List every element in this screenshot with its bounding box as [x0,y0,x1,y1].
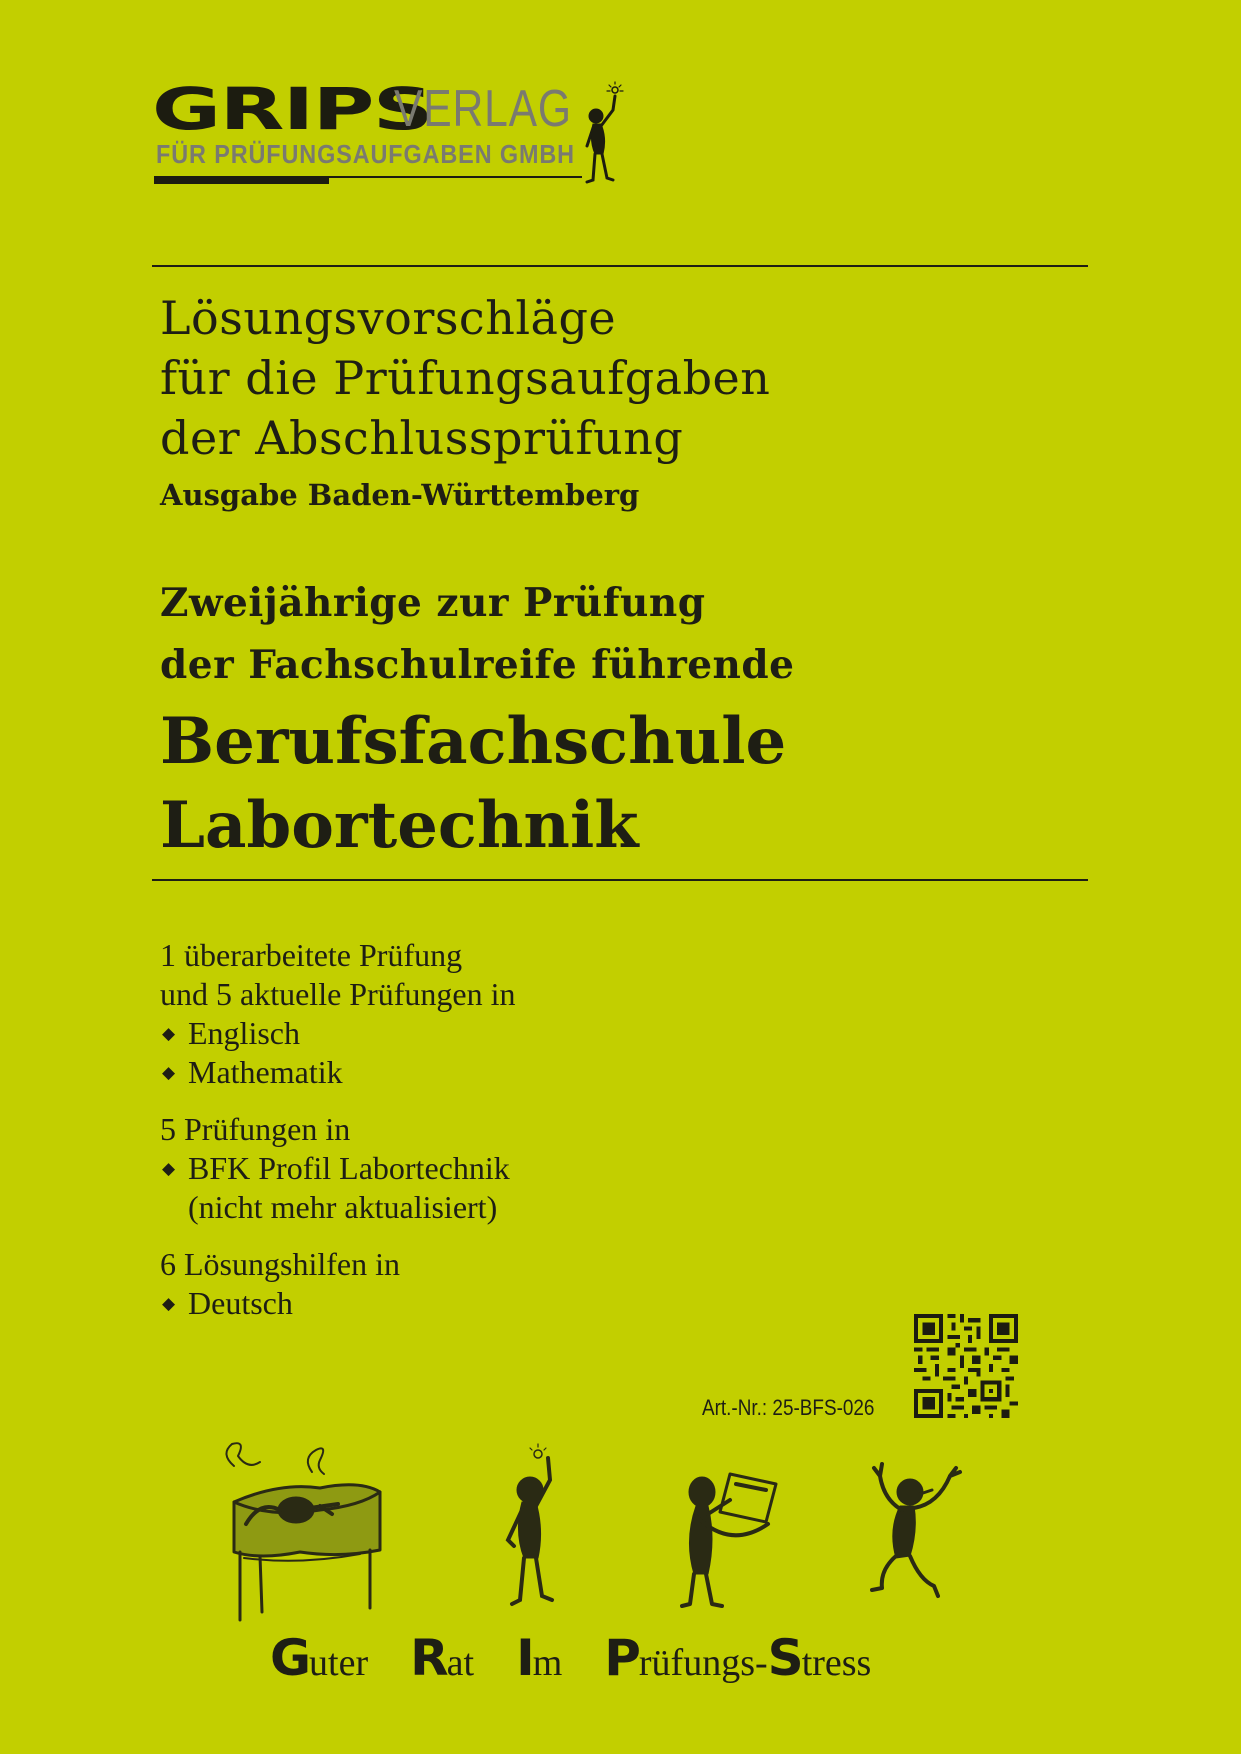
logo-verlag: VERLAG [394,80,572,138]
edition-label: Ausgabe Baden-Württemberg [160,478,640,512]
slogan-word: Rat [410,1629,475,1687]
contents-text: 5 Prüfungen in [160,1111,351,1147]
heading-line: für die Prüfungsaufgaben [160,351,771,405]
slogan [270,1629,872,1689]
article-number: Art.-Nr.: 25-BFS-026 [702,1395,875,1420]
bottom-rule [152,879,1088,881]
reading-figure-icon [682,1474,776,1606]
contents-list [160,936,515,1323]
slogan-word: Prüfungs-Stress [604,1629,872,1687]
mascot-figure-icon [585,80,625,186]
idea-figure-icon [508,1444,552,1604]
logo-underline-accent [154,178,329,184]
mascot-illustrations [220,1440,1040,1630]
contents-text: 6 Lösungshilfen in [160,1246,400,1282]
heading-line: der Abschlussprüfung [160,411,684,465]
top-rule [152,265,1088,267]
school-title-line: Berufsfachschule [160,704,787,779]
contents-item: ◆ Mathematik [160,1053,515,1092]
slogan-word: Im [516,1629,563,1687]
school-title-line: Labortechnik [160,788,639,863]
heading-line: Lösungsvorschläge [160,291,617,345]
contents-item-note: (nicht mehr aktualisiert) [188,1189,498,1225]
contents-text: 1 überarbeitete Prüfung [160,937,463,973]
jumping-figure-icon [872,1464,960,1596]
logo-subtitle: FÜR PRÜFUNGSAUFGABEN GMBH [156,139,575,169]
heading-lead [160,288,770,468]
contents-item: ◆ BFK Profil Labortechnik [160,1149,515,1188]
school-subtitle-line: der Fachschulreife führende [160,642,795,688]
contents-text: und 5 aktuelle Prüfungen in [160,976,516,1012]
qr-code-icon [914,1314,1018,1418]
publisher-logo [152,75,642,188]
school-title [160,700,786,868]
logo-grips: GRIPS [152,75,433,143]
slogan-word: Guter [270,1629,369,1687]
school-subtitle [160,572,795,696]
contents-item: ◆ Englisch [160,1014,515,1053]
stressed-student-at-desk-icon [226,1443,380,1620]
school-subtitle-line: Zweijährige zur Prüfung [160,580,706,626]
contents-item: ◆ Deutsch [160,1284,515,1323]
